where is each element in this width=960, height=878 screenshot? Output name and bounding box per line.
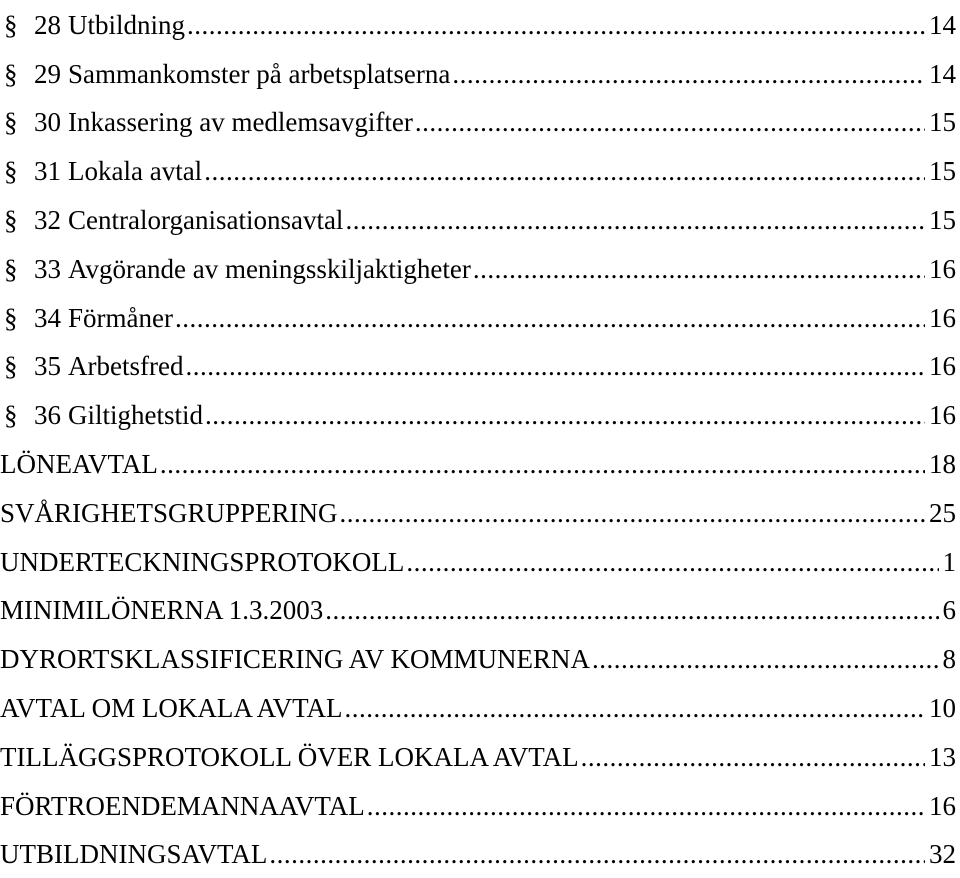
dot-leader	[473, 254, 925, 284]
dot-leader	[415, 107, 925, 137]
section-number: 34	[34, 303, 61, 333]
toc-entry-svarighetsgruppering[interactable]	[0, 488, 960, 537]
section-number: 35	[34, 351, 61, 381]
dot-leader	[592, 644, 939, 674]
toc-entry-section-30[interactable]	[0, 98, 960, 147]
section-number: 32	[34, 205, 61, 235]
toc-entry-section-32[interactable]	[0, 195, 960, 244]
toc-entry-title: Arbetsfred	[68, 351, 183, 381]
toc-entry-title: Centralorganisationsavtal	[68, 205, 343, 235]
toc-entry-page: 15	[929, 205, 960, 235]
toc-entry-page: 13	[929, 742, 960, 772]
section-sign: §	[4, 351, 34, 381]
toc-entry-page: 14	[929, 59, 960, 89]
section-number: 36	[34, 400, 61, 430]
dot-leader	[406, 547, 938, 577]
section-sign: §	[4, 156, 34, 186]
toc-entry-loneavtal[interactable]	[0, 439, 960, 488]
section-sign: §	[4, 303, 34, 333]
toc-entry-title: SVÅRIGHETSGRUPPERING	[0, 498, 338, 528]
toc-entry-page: 8	[943, 644, 960, 674]
toc-entry-page: 25	[929, 498, 960, 528]
toc-entry-section-29[interactable]	[0, 49, 960, 98]
toc-entry-section-28[interactable]	[0, 0, 960, 49]
toc-entry-page: 32	[929, 839, 960, 869]
dot-leader	[160, 449, 925, 479]
toc-entry-page: 6	[943, 595, 960, 625]
toc-entry-title: Förmåner	[68, 303, 173, 333]
toc-entry-page: 18	[929, 449, 960, 479]
dot-leader	[367, 791, 925, 821]
toc-entry-section-34[interactable]	[0, 293, 960, 342]
toc-entry-page: 16	[929, 254, 960, 284]
section-number: 33	[34, 254, 61, 284]
toc-entry-title: DYRORTSKLASSIFICERING AV KOMMUNERNA	[0, 644, 590, 674]
dot-leader	[345, 205, 925, 235]
section-sign: §	[4, 10, 34, 40]
toc-entry-utbildningsavtal[interactable]	[0, 830, 960, 878]
toc-entry-title: AVTAL OM LOKALA AVTAL	[0, 693, 342, 723]
toc-entry-title: Sammankomster på arbetsplatserna	[68, 59, 450, 89]
toc-entry-page: 16	[929, 303, 960, 333]
dot-leader	[340, 498, 925, 528]
toc-entry-underteckningsprotokoll[interactable]	[0, 537, 960, 586]
toc-entry-section-31[interactable]	[0, 146, 960, 195]
dot-leader	[344, 693, 925, 723]
toc-entry-title: LÖNEAVTAL	[0, 449, 158, 479]
toc-entry-title: FÖRTROENDEMANNAAVTAL	[0, 791, 365, 821]
toc-entry-title: TILLÄGGSPROTOKOLL ÖVER LOKALA AVTAL	[0, 742, 579, 772]
section-number: 30	[34, 107, 61, 137]
section-sign: §	[4, 400, 34, 430]
toc-entry-dyrortsklassificering[interactable]	[0, 634, 960, 683]
toc-entry-title: Utbildning	[68, 10, 185, 40]
toc-entry-section-33[interactable]	[0, 244, 960, 293]
toc-entry-page: 16	[929, 351, 960, 381]
toc-entry-title: MINIMILÖNERNA 1.3.2003	[0, 595, 323, 625]
dot-leader	[325, 595, 938, 625]
toc-entry-tillaggsprotokoll[interactable]	[0, 732, 960, 781]
section-sign: §	[4, 59, 34, 89]
toc-entry-avtal-om-lokala-avtal[interactable]	[0, 683, 960, 732]
dot-leader	[187, 10, 925, 40]
toc-entry-page: 16	[929, 791, 960, 821]
toc-entry-title: Avgörande av meningsskiljaktigheter	[68, 254, 471, 284]
section-number: 31	[34, 156, 61, 186]
dot-leader	[205, 400, 925, 430]
toc-entry-page: 15	[929, 107, 960, 137]
toc-entry-page: 16	[929, 400, 960, 430]
section-number: 28	[34, 10, 61, 40]
dot-leader	[269, 839, 925, 869]
toc-entry-title: Giltighetstid	[68, 400, 203, 430]
toc-entry-title: Inkassering av medlemsavgifter	[68, 107, 413, 137]
dot-leader	[204, 156, 925, 186]
toc-entry-minimilonerna[interactable]	[0, 586, 960, 635]
dot-leader	[581, 742, 925, 772]
section-number: 29	[34, 59, 61, 89]
toc-entry-section-35[interactable]	[0, 342, 960, 391]
dot-leader	[175, 303, 925, 333]
toc-entry-title: Lokala avtal	[68, 156, 202, 186]
toc-entry-fortroendemannaavtal[interactable]	[0, 781, 960, 830]
toc-entry-section-36[interactable]	[0, 390, 960, 439]
section-sign: §	[4, 107, 34, 137]
toc-entry-page: 1	[943, 547, 960, 577]
dot-leader	[185, 351, 925, 381]
toc-entry-title: UTBILDNINGSAVTAL	[0, 839, 267, 869]
toc-entry-page: 10	[929, 693, 960, 723]
toc-entry-page: 15	[929, 156, 960, 186]
section-sign: §	[4, 205, 34, 235]
toc-entry-title: UNDERTECKNINGSPROTOKOLL	[0, 547, 404, 577]
dot-leader	[452, 59, 925, 89]
section-sign: §	[4, 254, 34, 284]
toc-entry-page: 14	[929, 10, 960, 40]
